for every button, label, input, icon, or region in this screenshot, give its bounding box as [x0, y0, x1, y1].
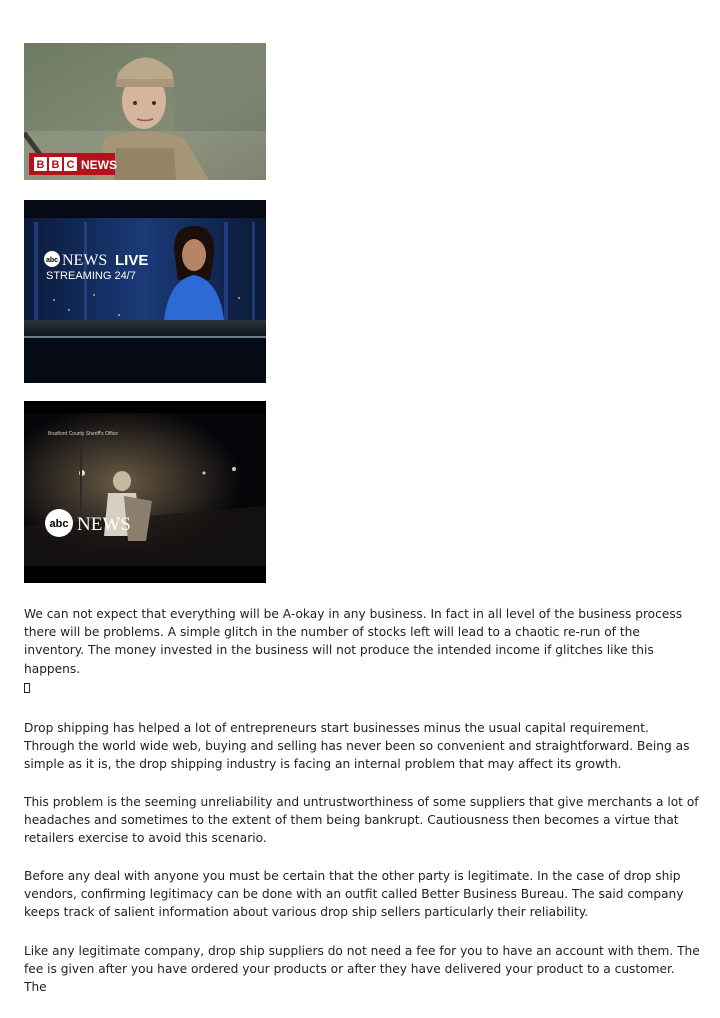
bbc-news-logo-text: NEWS [81, 158, 117, 172]
abc-news-logo-icon [45, 509, 131, 537]
svg-text:B: B [51, 159, 60, 171]
svg-text:B: B [36, 159, 45, 171]
news-logo-text: NEWS [77, 514, 131, 535]
bbc-news-video-still [24, 43, 266, 180]
thumbnail-abc-news-live[interactable] [24, 200, 266, 383]
thumbnail-abc-news[interactable] [24, 401, 266, 583]
abc-news-video-still [24, 401, 266, 583]
abc-logo-text: abc [49, 518, 69, 530]
live-logo-text: LIVE [115, 252, 149, 269]
article-paragraph: Before any deal with anyone you must be certain that the other party is legitimate. In the case of drop ship vendors, confirming legitimacy can be done with an outfit called Better Business Bureau. The said company keeps track of salient information about various drop ship sellers particularly their reliability. [24, 869, 684, 920]
thumbnail-bbc-news[interactable] [24, 43, 266, 180]
streaming-logo-text: STREAMING 24/7 [46, 270, 136, 282]
video-caption: Bradford County Sheriff's Office [48, 431, 118, 437]
article-paragraph: Drop shipping has helped a lot of entrepreneurs start businesses minus the usual capital requirement. Through the world wide web, buying and selling has never been so convenient and straightforward. Being as simple as it is, the drop shipping industry is facing an internal problem that may affect its growth. [24, 721, 690, 772]
article-paragraph: Like any legitimate company, drop ship suppliers do not need a fee for you to have an account with them. The fee is given after you have ordered your products or after they have delivered your product to a customer. The [24, 944, 700, 995]
article-paragraph: We can not expect that everything will be A-okay in any business. In fact in all level of the business process there will be problems. A simple glitch in the number of stocks left will lead to a chaotic re-run of the inventory. The money invested in the business will not produce the intended income if glitches like this happens. [24, 607, 683, 676]
abc-news-live-video-still [24, 200, 266, 383]
svg-text:C: C [66, 159, 75, 171]
news-logo-text: NEWS [62, 252, 108, 269]
missing-glyph-icon [24, 683, 30, 693]
abc-logo-text: abc [45, 257, 59, 264]
article-paragraph: This problem is the seeming unreliability and untrustworthiness of some suppliers that give merchants a lot of headaches and sometimes to the extent of them being bankrupt. Cautiousness then becomes a virtue that retailers exercise to avoid this scenario. [24, 795, 699, 846]
bbc-news-logo-icon [29, 153, 117, 175]
